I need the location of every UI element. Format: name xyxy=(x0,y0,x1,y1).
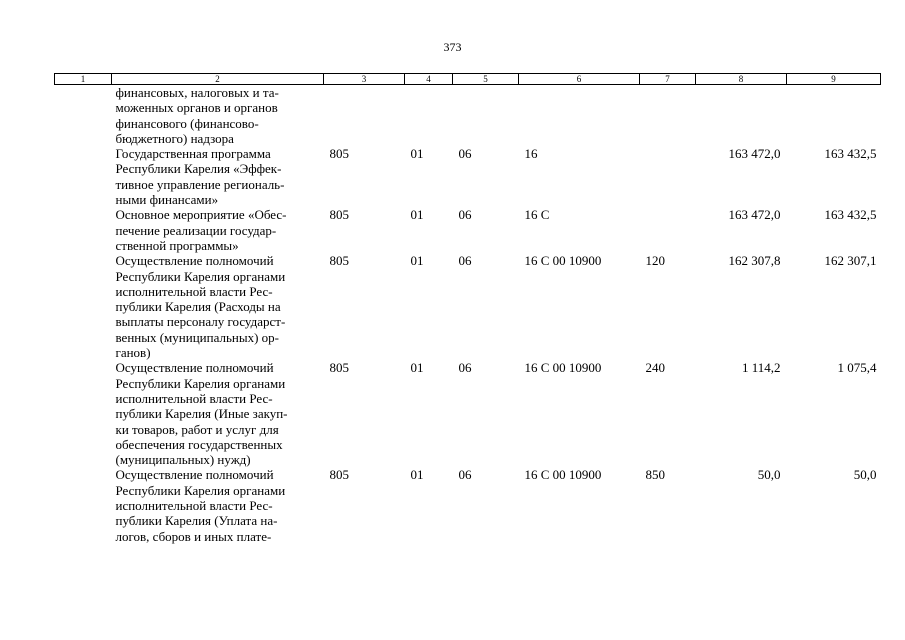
cell-department-code: 805 xyxy=(329,146,349,162)
cell-name xyxy=(112,360,324,467)
cell-section-code xyxy=(405,85,453,147)
cell-name xyxy=(112,467,324,543)
cell-expense-type: 240 xyxy=(645,360,665,376)
column-header: 1 xyxy=(55,74,112,85)
table-row xyxy=(55,253,881,360)
name-line: (муниципальных) нужд) xyxy=(115,452,251,468)
cell-amount-executed: 162 307,1 xyxy=(824,253,877,269)
cell-amount-planned xyxy=(696,85,787,147)
name-line: моженных органов и органов xyxy=(115,100,278,116)
cell-expense-type: 850 xyxy=(645,467,665,483)
cell-col1 xyxy=(55,253,112,360)
name-line: выплаты персоналу государст- xyxy=(115,314,286,330)
cell-col1 xyxy=(55,467,112,543)
cell-target-article: 16 С 00 10900 xyxy=(524,467,602,483)
table-row xyxy=(55,207,881,253)
name-line: тивное управление региональ- xyxy=(115,176,285,192)
name-line: логов, сборов и иных плате- xyxy=(115,528,272,544)
cell-subsection-code xyxy=(453,85,519,147)
name-line: ганов) xyxy=(115,345,151,361)
cell-department-code: 805 xyxy=(329,253,349,269)
name-line: финансовых, налоговых и та- xyxy=(115,85,279,100)
name-line: ки товаров, работ и услуг для xyxy=(115,421,279,437)
cell-amount-executed: 1 075,4 xyxy=(837,360,877,376)
name-line: Республики Карелия органами xyxy=(115,268,286,284)
name-line: Республики Карелия «Эффек- xyxy=(115,161,282,177)
cell-amount-planned: 50,0 xyxy=(757,467,781,483)
column-header: 4 xyxy=(405,74,453,85)
table-row xyxy=(55,85,881,147)
cell-col1 xyxy=(55,360,112,467)
cell-target-article: 16 xyxy=(524,146,538,162)
column-header: 2 xyxy=(112,74,324,85)
cell-subsection-code: 06 xyxy=(458,467,472,483)
cell-name xyxy=(112,146,324,207)
name-line: публики Карелия (Уплата на- xyxy=(115,513,278,529)
name-line: печение реализации государ- xyxy=(115,222,277,238)
cell-expense-type xyxy=(640,85,696,147)
name-line: Основное мероприятие «Обес- xyxy=(115,207,287,223)
cell-name xyxy=(112,85,324,147)
table-row xyxy=(55,146,881,207)
cell-department-code: 805 xyxy=(329,360,349,376)
table-row xyxy=(55,467,881,543)
name-line: исполнительной власти Рес- xyxy=(115,390,273,406)
name-line: обеспечения государственных xyxy=(115,436,283,452)
name-line: финансового (финансово- xyxy=(115,115,259,131)
cell-amount-executed xyxy=(787,85,881,147)
name-line: публики Карелия (Иные закуп- xyxy=(115,406,288,422)
name-line: Республики Карелия органами xyxy=(115,482,286,498)
cell-expense-type xyxy=(640,146,696,207)
cell-section-code: 01 xyxy=(410,146,424,162)
cell-subsection-code: 06 xyxy=(458,360,472,376)
cell-amount-planned: 162 307,8 xyxy=(728,253,781,269)
cell-amount-planned: 163 472,0 xyxy=(728,207,781,223)
cell-target-article: 16 С xyxy=(524,207,550,223)
cell-target-article: 16 С 00 10900 xyxy=(524,253,602,269)
column-header: 3 xyxy=(324,74,405,85)
cell-expense-type: 120 xyxy=(645,253,665,269)
name-line: публики Карелия (Расходы на xyxy=(115,299,281,315)
cell-subsection-code: 06 xyxy=(458,253,472,269)
name-line: Осуществление полномочий xyxy=(115,253,274,269)
cell-col1 xyxy=(55,85,112,147)
cell-amount-planned: 163 472,0 xyxy=(728,146,781,162)
column-header: 5 xyxy=(453,74,519,85)
name-line: исполнительной власти Рес- xyxy=(115,498,273,514)
table-row xyxy=(55,360,881,467)
page-number: 373 xyxy=(443,40,462,54)
budget-table xyxy=(54,73,881,544)
cell-amount-executed: 163 432,5 xyxy=(824,207,877,223)
name-line: Осуществление полномочий xyxy=(115,360,274,376)
name-line: ными финансами» xyxy=(115,192,219,208)
cell-target-article: 16 С 00 10900 xyxy=(524,360,602,376)
name-line: Республики Карелия органами xyxy=(115,375,286,391)
column-header: 9 xyxy=(787,74,881,85)
column-header: 7 xyxy=(640,74,696,85)
name-line: Осуществление полномочий xyxy=(115,467,274,483)
name-line: исполнительной власти Рес- xyxy=(115,283,273,299)
cell-section-code: 01 xyxy=(410,207,424,223)
cell-target-article xyxy=(519,85,640,147)
name-line: бюджетного) надзора xyxy=(115,130,234,146)
cell-col1 xyxy=(55,146,112,207)
cell-section-code: 01 xyxy=(410,467,424,483)
cell-amount-executed: 163 432,5 xyxy=(824,146,877,162)
cell-department-code xyxy=(324,85,405,147)
cell-name xyxy=(112,207,324,253)
cell-subsection-code: 06 xyxy=(458,207,472,223)
name-line: венных (муниципальных) ор- xyxy=(115,329,279,345)
column-header: 6 xyxy=(519,74,640,85)
cell-amount-executed: 50,0 xyxy=(853,467,877,483)
column-header: 8 xyxy=(696,74,787,85)
cell-name xyxy=(112,253,324,360)
cell-department-code: 805 xyxy=(329,467,349,483)
cell-expense-type xyxy=(640,207,696,253)
cell-subsection-code: 06 xyxy=(458,146,472,162)
table-header-row xyxy=(55,74,881,85)
cell-section-code: 01 xyxy=(410,253,424,269)
cell-section-code: 01 xyxy=(410,360,424,376)
name-line: Государственная программа xyxy=(115,146,271,162)
table-body xyxy=(55,85,881,544)
cell-amount-planned: 1 114,2 xyxy=(741,360,781,376)
name-line: ственной программы» xyxy=(115,237,239,253)
cell-col1 xyxy=(55,207,112,253)
cell-department-code: 805 xyxy=(329,207,349,223)
